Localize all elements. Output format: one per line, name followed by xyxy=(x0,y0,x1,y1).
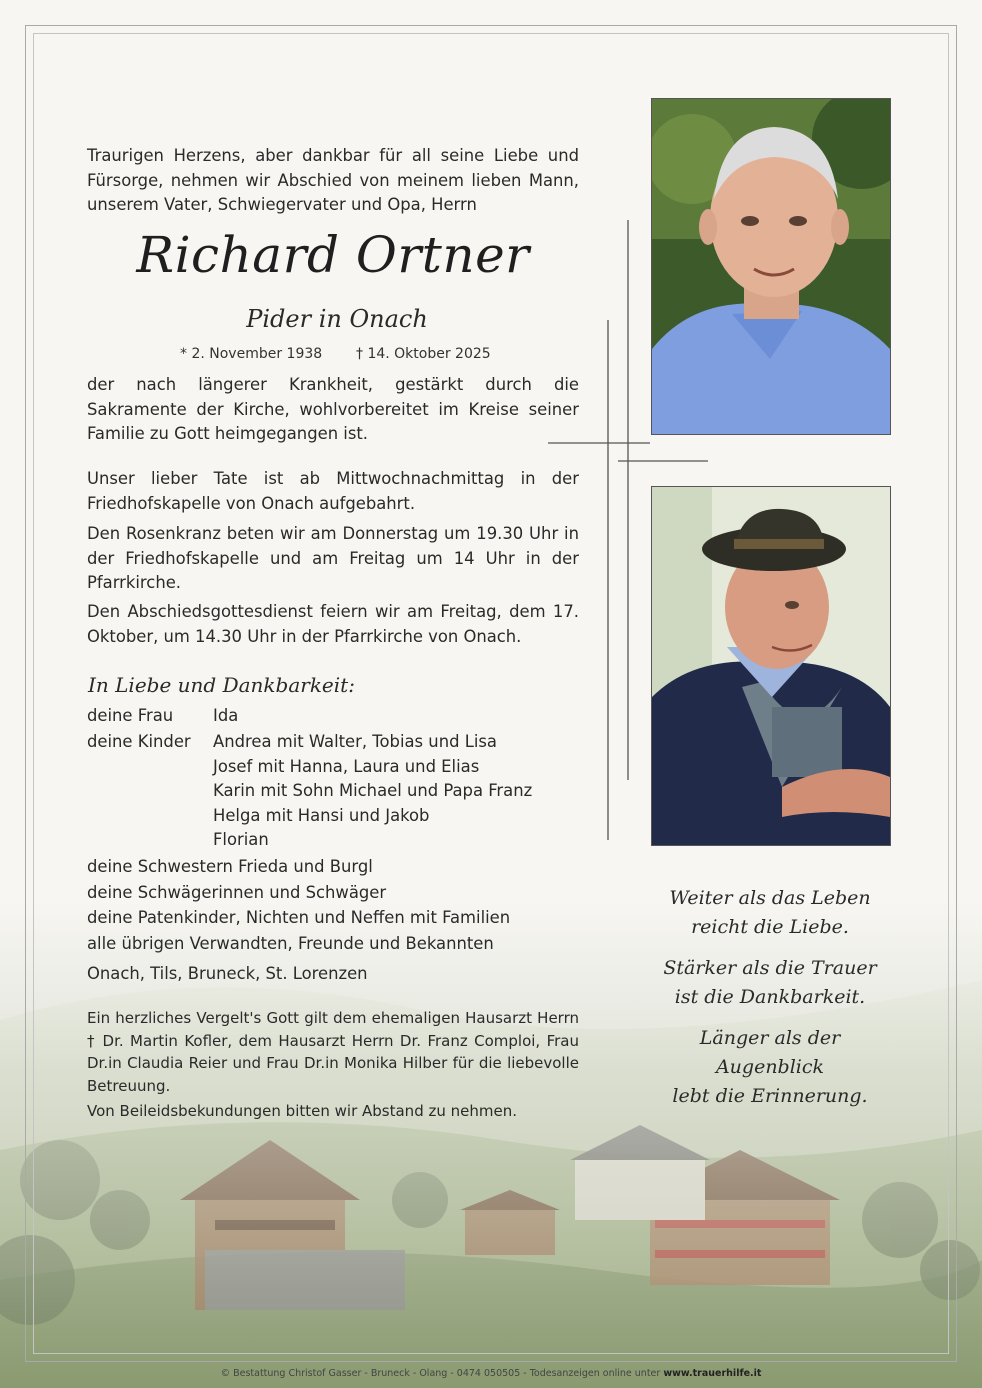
paragraph-viewing: Unser lieber Tate ist ab Mittwochnachmittag in der Friedhofskapelle von Onach aufgebahrt. xyxy=(87,469,579,513)
poem-line: lebt die Erinnerung. xyxy=(672,1085,868,1107)
family-sisters: deine Schwestern Frieda und Burgl xyxy=(87,857,373,876)
family-relatives: alle übrigen Verwandten, Freunde und Bekannten xyxy=(87,934,494,953)
child-entry: Josef mit Hanna, Laura und Elias xyxy=(213,756,480,776)
intro-text: Traurigen Herzens, aber dankbar für all seine Liebe und Fürsorge, nehmen wir Abschied von meinem lieben Mann, unserem Vater, Schwiegervater und Opa, Herrn xyxy=(87,146,579,214)
family-in-laws: deine Schwägerinnen und Schwäger xyxy=(87,883,387,902)
children-list xyxy=(213,730,532,853)
closing-condolence-note: Von Beileidsbekundungen bitten wir Abstand zu nehmen. xyxy=(87,1102,517,1120)
poem-stanza xyxy=(655,954,885,1012)
poem-line: Stärker als die Trauer xyxy=(663,957,877,979)
hat-portrait-photo xyxy=(651,486,891,846)
poem xyxy=(655,884,885,1123)
paragraph-rosary: Den Rosenkranz beten wir am Donnerstag um 19.30 Uhr in der Friedhofskapelle und am Freitag um 14 Uhr in der Pfarrkirche. xyxy=(87,524,579,592)
wife-name: Ida xyxy=(213,706,239,725)
deceased-name: Richard Ortner xyxy=(136,226,530,284)
origin-farm: Pider in Onach xyxy=(246,305,428,333)
family-godchildren: deine Patenkinder, Nichten und Neffen mit Familien xyxy=(87,908,511,927)
footer-text: © Bestattung Christof Gasser - Bruneck - Olang - 0474 050505 - Todesanzeigen online unter xyxy=(220,1368,664,1379)
poem-line: reicht die Liebe. xyxy=(691,916,849,938)
poem-line: ist die Dankbarkeit. xyxy=(674,986,866,1008)
footer-credit xyxy=(0,1368,982,1379)
birth-date: * 2. November 1938 xyxy=(180,346,323,362)
children-label: deine Kinder xyxy=(87,732,191,751)
poem-line: Weiter als das Leben xyxy=(669,887,871,909)
family-children-label-row xyxy=(87,730,213,755)
portrait-photo xyxy=(651,98,891,435)
footer-link[interactable]: www.trauerhilfe.it xyxy=(663,1368,762,1379)
paragraph-funeral: Den Abschiedsgottesdienst feiern wir am Freitag, dem 17. Oktober, um 14.30 Uhr in der Pfarrkirche von Onach. xyxy=(87,602,579,646)
death-date: † 14. Oktober 2025 xyxy=(356,346,491,362)
thanks-heading: In Liebe und Dankbarkeit: xyxy=(88,673,355,697)
paragraph-passing: der nach längerer Krankheit, gestärkt durch die Sakramente der Kirche, wohlvorbereitet im Kreise seiner Familie zu Gott heimgegangen ist. xyxy=(87,375,579,443)
family-places: Onach, Tils, Bruneck, St. Lorenzen xyxy=(87,964,368,983)
wife-label: deine Frau xyxy=(87,706,174,725)
family-wife xyxy=(87,704,238,729)
child-entry: Florian xyxy=(213,830,269,850)
poem-stanza xyxy=(655,1024,885,1111)
child-entry: Helga mit Hansi und Jakob xyxy=(213,805,430,825)
poem-stanza xyxy=(655,884,885,942)
closing-thanks: Ein herzliches Vergelt's Gott gilt dem ehemaligen Hausarzt Herrn † Dr. Martin Kofler, dem Hausarzt Herrn Dr. Franz Comploi, Frau Dr.in Claudia Reier und Frau Dr.in Monika Hilber für die liebevolle Betreuung. xyxy=(87,1009,579,1095)
child-entry: Karin mit Sohn Michael und Papa Franz xyxy=(213,781,533,801)
child-entry: Andrea mit Walter, Tobias und Lisa xyxy=(213,732,497,751)
poem-line: Länger als der Augenblick xyxy=(699,1027,841,1078)
